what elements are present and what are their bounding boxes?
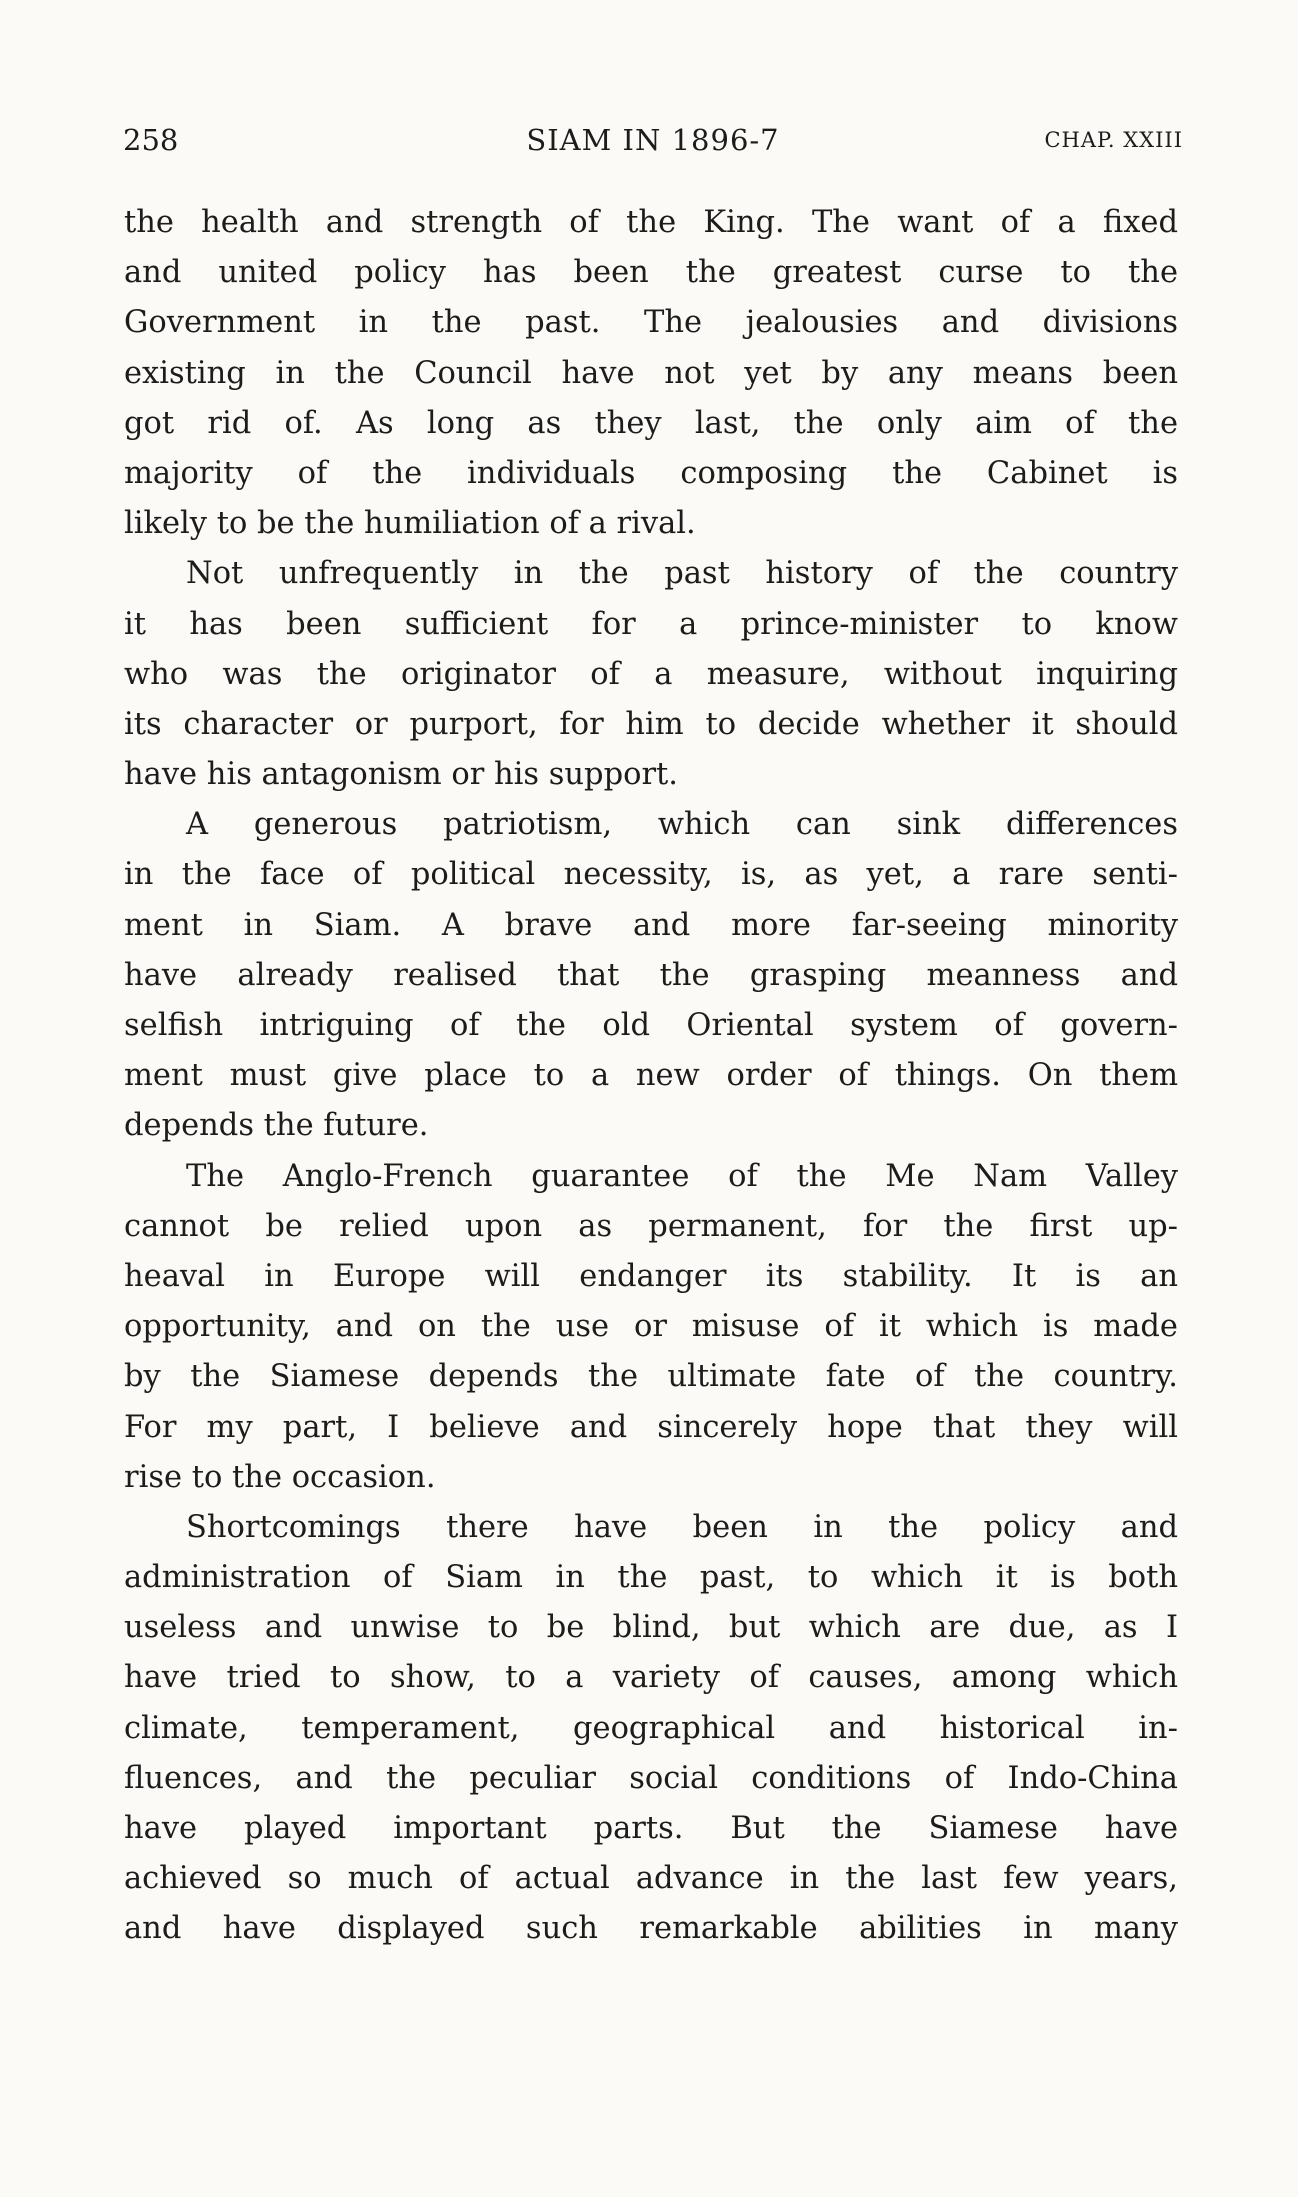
text-line: and have displayed such remarkable abilities in many: [124, 1911, 1178, 1947]
text-line: have tried to show, to a variety of causes, among which: [124, 1660, 1178, 1696]
text-line: For my part, I believe and sincerely hope that they will: [124, 1409, 1178, 1445]
text-line: heaval in Europe will endanger its stability. It is an: [124, 1258, 1178, 1294]
text-line: ment in Siam. A brave and more far-seeing minority: [124, 907, 1178, 943]
text-line: who was the originator of a measure, without inquiring: [124, 656, 1178, 692]
text-line: existing in the Council have not yet by any means been: [124, 355, 1178, 391]
text-line: Shortcomings there have been in the policy and: [186, 1509, 1178, 1545]
text-line: the health and strength of the King. The want of a fixed: [124, 205, 1178, 240]
text-line: it has been sufficient for a prince-minister to know: [124, 606, 1178, 642]
text-line: Not unfrequently in the past history of the country: [186, 556, 1178, 592]
text-line: have played important parts. But the Siamese have: [124, 1811, 1178, 1846]
text-line: useless and unwise to be blind, but which are due, as I: [124, 1610, 1178, 1646]
text-line: fluences, and the peculiar social conditions of Indo-China: [124, 1760, 1178, 1796]
text-line: likely to be the humiliation of a rival.: [124, 506, 696, 542]
text-line: A generous patriotism, which can sink differences: [186, 807, 1178, 843]
text-line: climate, temperament, geographical and historical in-: [124, 1710, 1178, 1746]
text-line: selfish intriguing of the old Oriental system of govern-: [124, 1008, 1178, 1043]
text-line: its character or purport, for him to decide whether it should: [124, 706, 1178, 742]
chapter-label: CHAP. XXIII: [1044, 128, 1183, 152]
text-line: depends the future.: [124, 1108, 429, 1144]
text-line: have his antagonism or his support.: [124, 757, 678, 793]
text-line: The Anglo-French guarantee of the Me Nam Valley: [186, 1158, 1178, 1194]
text-line: ment must give place to a new order of things. On them: [124, 1058, 1178, 1094]
text-line: administration of Siam in the past, to which it is both: [124, 1560, 1178, 1596]
text-line: achieved so much of actual advance in the last few years,: [124, 1861, 1178, 1897]
text-line: got rid of. As long as they last, the only aim of the: [124, 405, 1178, 441]
text-line: opportunity, and on the use or misuse of it which is made: [124, 1309, 1178, 1345]
text-line: in the face of political necessity, is, as yet, a rare senti-: [124, 857, 1178, 893]
text-line: by the Siamese depends the ultimate fate of the country.: [124, 1359, 1178, 1395]
text-line: majority of the individuals composing the Cabinet is: [124, 455, 1178, 491]
text-line: have already realised that the grasping meanness and: [124, 957, 1178, 993]
text-line: and united policy has been the greatest curse to the: [124, 255, 1178, 291]
page-number: 258: [123, 123, 179, 157]
page-body: [124, 198, 1178, 1955]
text-line: cannot be relied upon as permanent, for the first up-: [124, 1208, 1178, 1244]
text-line: Government in the past. The jealousies and divisions: [124, 305, 1178, 341]
text-line: rise to the occasion.: [124, 1459, 436, 1495]
running-title: SIAM IN 1896-7: [526, 123, 780, 157]
running-header: [123, 118, 1183, 162]
